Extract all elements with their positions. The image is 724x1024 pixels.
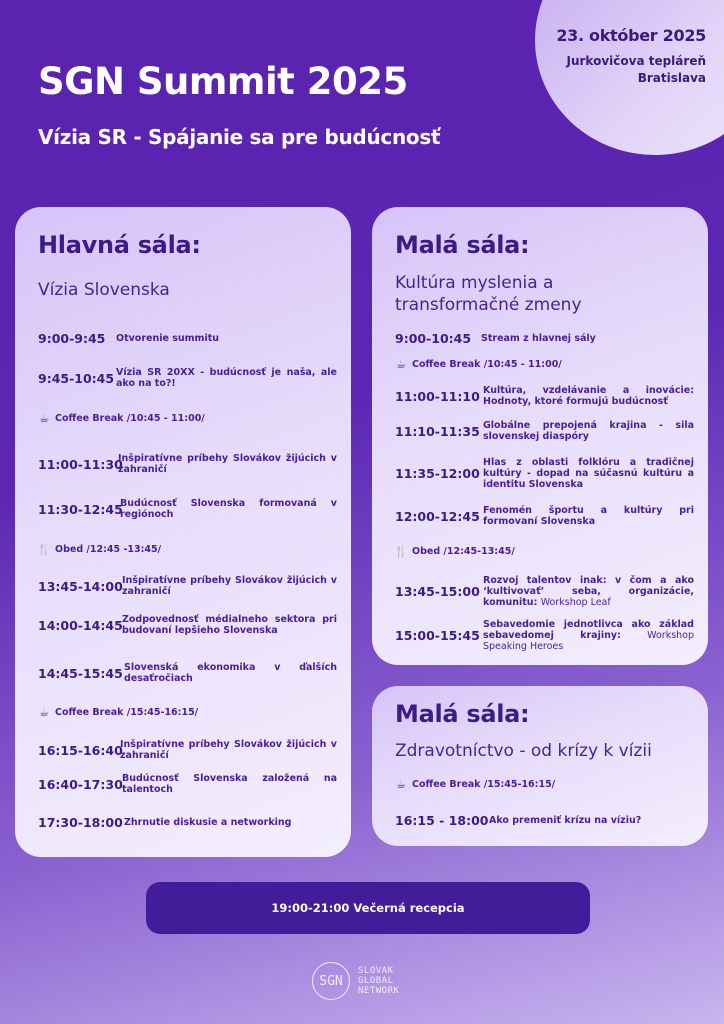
schedule-item: 14:00-14:45 Zodpovednosť médialneho sektora pri budovaní lepšieho Slovenska <box>38 614 337 636</box>
cutlery-icon: 🍴 <box>37 542 51 556</box>
logo-mark: SGN <box>312 962 350 1000</box>
schedule-item: 9:00-9:45 Otvorenie summitu <box>38 331 220 346</box>
break-item: ☕ Coffee Break /10:45 - 11:00/ <box>396 357 562 371</box>
page-title: SGN Summit 2025 <box>38 60 408 103</box>
schedule-item: 9:45-10:45 Vízia SR 20XX - budúcnosť je naša, ale ako na to?! <box>38 367 337 389</box>
main-hall-card <box>15 207 351 857</box>
coffee-icon: ☕ <box>39 411 49 425</box>
break-item: 🍴 Obed /12:45-13:45/ <box>394 544 515 558</box>
event-venue: Jurkovičova tepláreň Bratislava <box>566 54 706 85</box>
schedule-item: 13:45-14:00 Inšpiratívne príbehy Slovákov žijúcich v zahraničí <box>38 575 337 597</box>
break-item: ☕ Coffee Break /15:45-16:15/ <box>396 777 556 791</box>
logo-text: SLOVAK GLOBAL NETWORK <box>358 966 400 996</box>
hall-title: Malá sála: <box>395 231 530 259</box>
coffee-icon: ☕ <box>396 777 406 791</box>
schedule-item: 11:10-11:35 Globálne prepojená krajina - sila slovenskej diaspóry <box>395 420 694 442</box>
small-hall-2-card <box>372 686 708 846</box>
schedule-item: 16:15 - 18:00 Ako premeniť krízu na víziu? <box>395 813 642 828</box>
hall-subtitle: Zdravotníctvo - od krízy k vízii <box>395 741 652 761</box>
schedule-item: 11:00-11:30 Inšpiratívne príbehy Slovákov žijúcich v zahraničí <box>38 453 337 475</box>
schedule-item: 9:00-10:45 Stream z hlavnej sály <box>395 331 596 346</box>
hall-title: Malá sála: <box>395 700 530 728</box>
hall-subtitle: Kultúra myslenia a transformačné zmeny <box>395 273 582 315</box>
event-date: 23. október 2025 <box>556 26 706 45</box>
coffee-icon: ☕ <box>39 705 49 719</box>
event-info <box>556 26 706 87</box>
sgn-logo <box>312 962 399 1000</box>
schedule-item: 11:00-11:10 Kultúra, vzdelávanie a inovácie: Hodnoty, ktoré formujú budúcnosť <box>395 385 694 407</box>
cutlery-icon: 🍴 <box>394 544 408 558</box>
hall-title: Hlavná sála: <box>38 231 201 259</box>
schedule-item: 13:45-15:00 Rozvoj talentov inak: v čom a ako ‘kultivovať’ seba, organizácie, komunitu: Workshop Leaf <box>395 575 694 608</box>
hall-subtitle: Vízia Slovenska <box>38 280 170 300</box>
schedule-item: 16:15-16:40 Inšpiratívne príbehy Slovákov žijúcich v zahraničí <box>38 739 337 761</box>
break-item: ☕ Coffee Break /10:45 - 11:00/ <box>39 411 205 425</box>
break-item: ☕ Coffee Break /15:45-16:15/ <box>39 705 199 719</box>
schedule-item: 14:45-15:45 Slovenská ekonomika v ďalších desaťročiach <box>38 662 337 684</box>
coffee-icon: ☕ <box>396 357 406 371</box>
schedule-item: 17:30-18:00 Zhrnutie diskusie a networking <box>38 815 292 830</box>
page-subtitle: Vízia SR - Spájanie sa pre budúcnosť <box>38 125 441 149</box>
schedule-item: 16:40-17:30 Budúcnosť Slovenska založená na talentoch <box>38 773 337 795</box>
break-item: 🍴 Obed /12:45 -13:45/ <box>37 542 162 556</box>
schedule-item: 11:35-12:00 Hlas z oblasti folklóru a tradičnej kultúry - dopad na súčasnú kultúru a identitu Slovenska <box>395 457 694 490</box>
schedule-item: 12:00-12:45 Fenomén športu a kultúry pri formovaní Slovenska <box>395 505 694 527</box>
schedule-item: 11:30-12:45 Budúcnosť Slovenska formovaná v regiónoch <box>38 498 337 520</box>
small-hall-1-card <box>372 207 708 665</box>
evening-reception-banner: 19:00-21:00 Večerná recepcia <box>146 882 590 934</box>
schedule-item: 15:00-15:45 Sebavedomie jednotlivca ako základ sebavedomej krajiny: Workshop Speaking Heroes <box>395 619 695 652</box>
